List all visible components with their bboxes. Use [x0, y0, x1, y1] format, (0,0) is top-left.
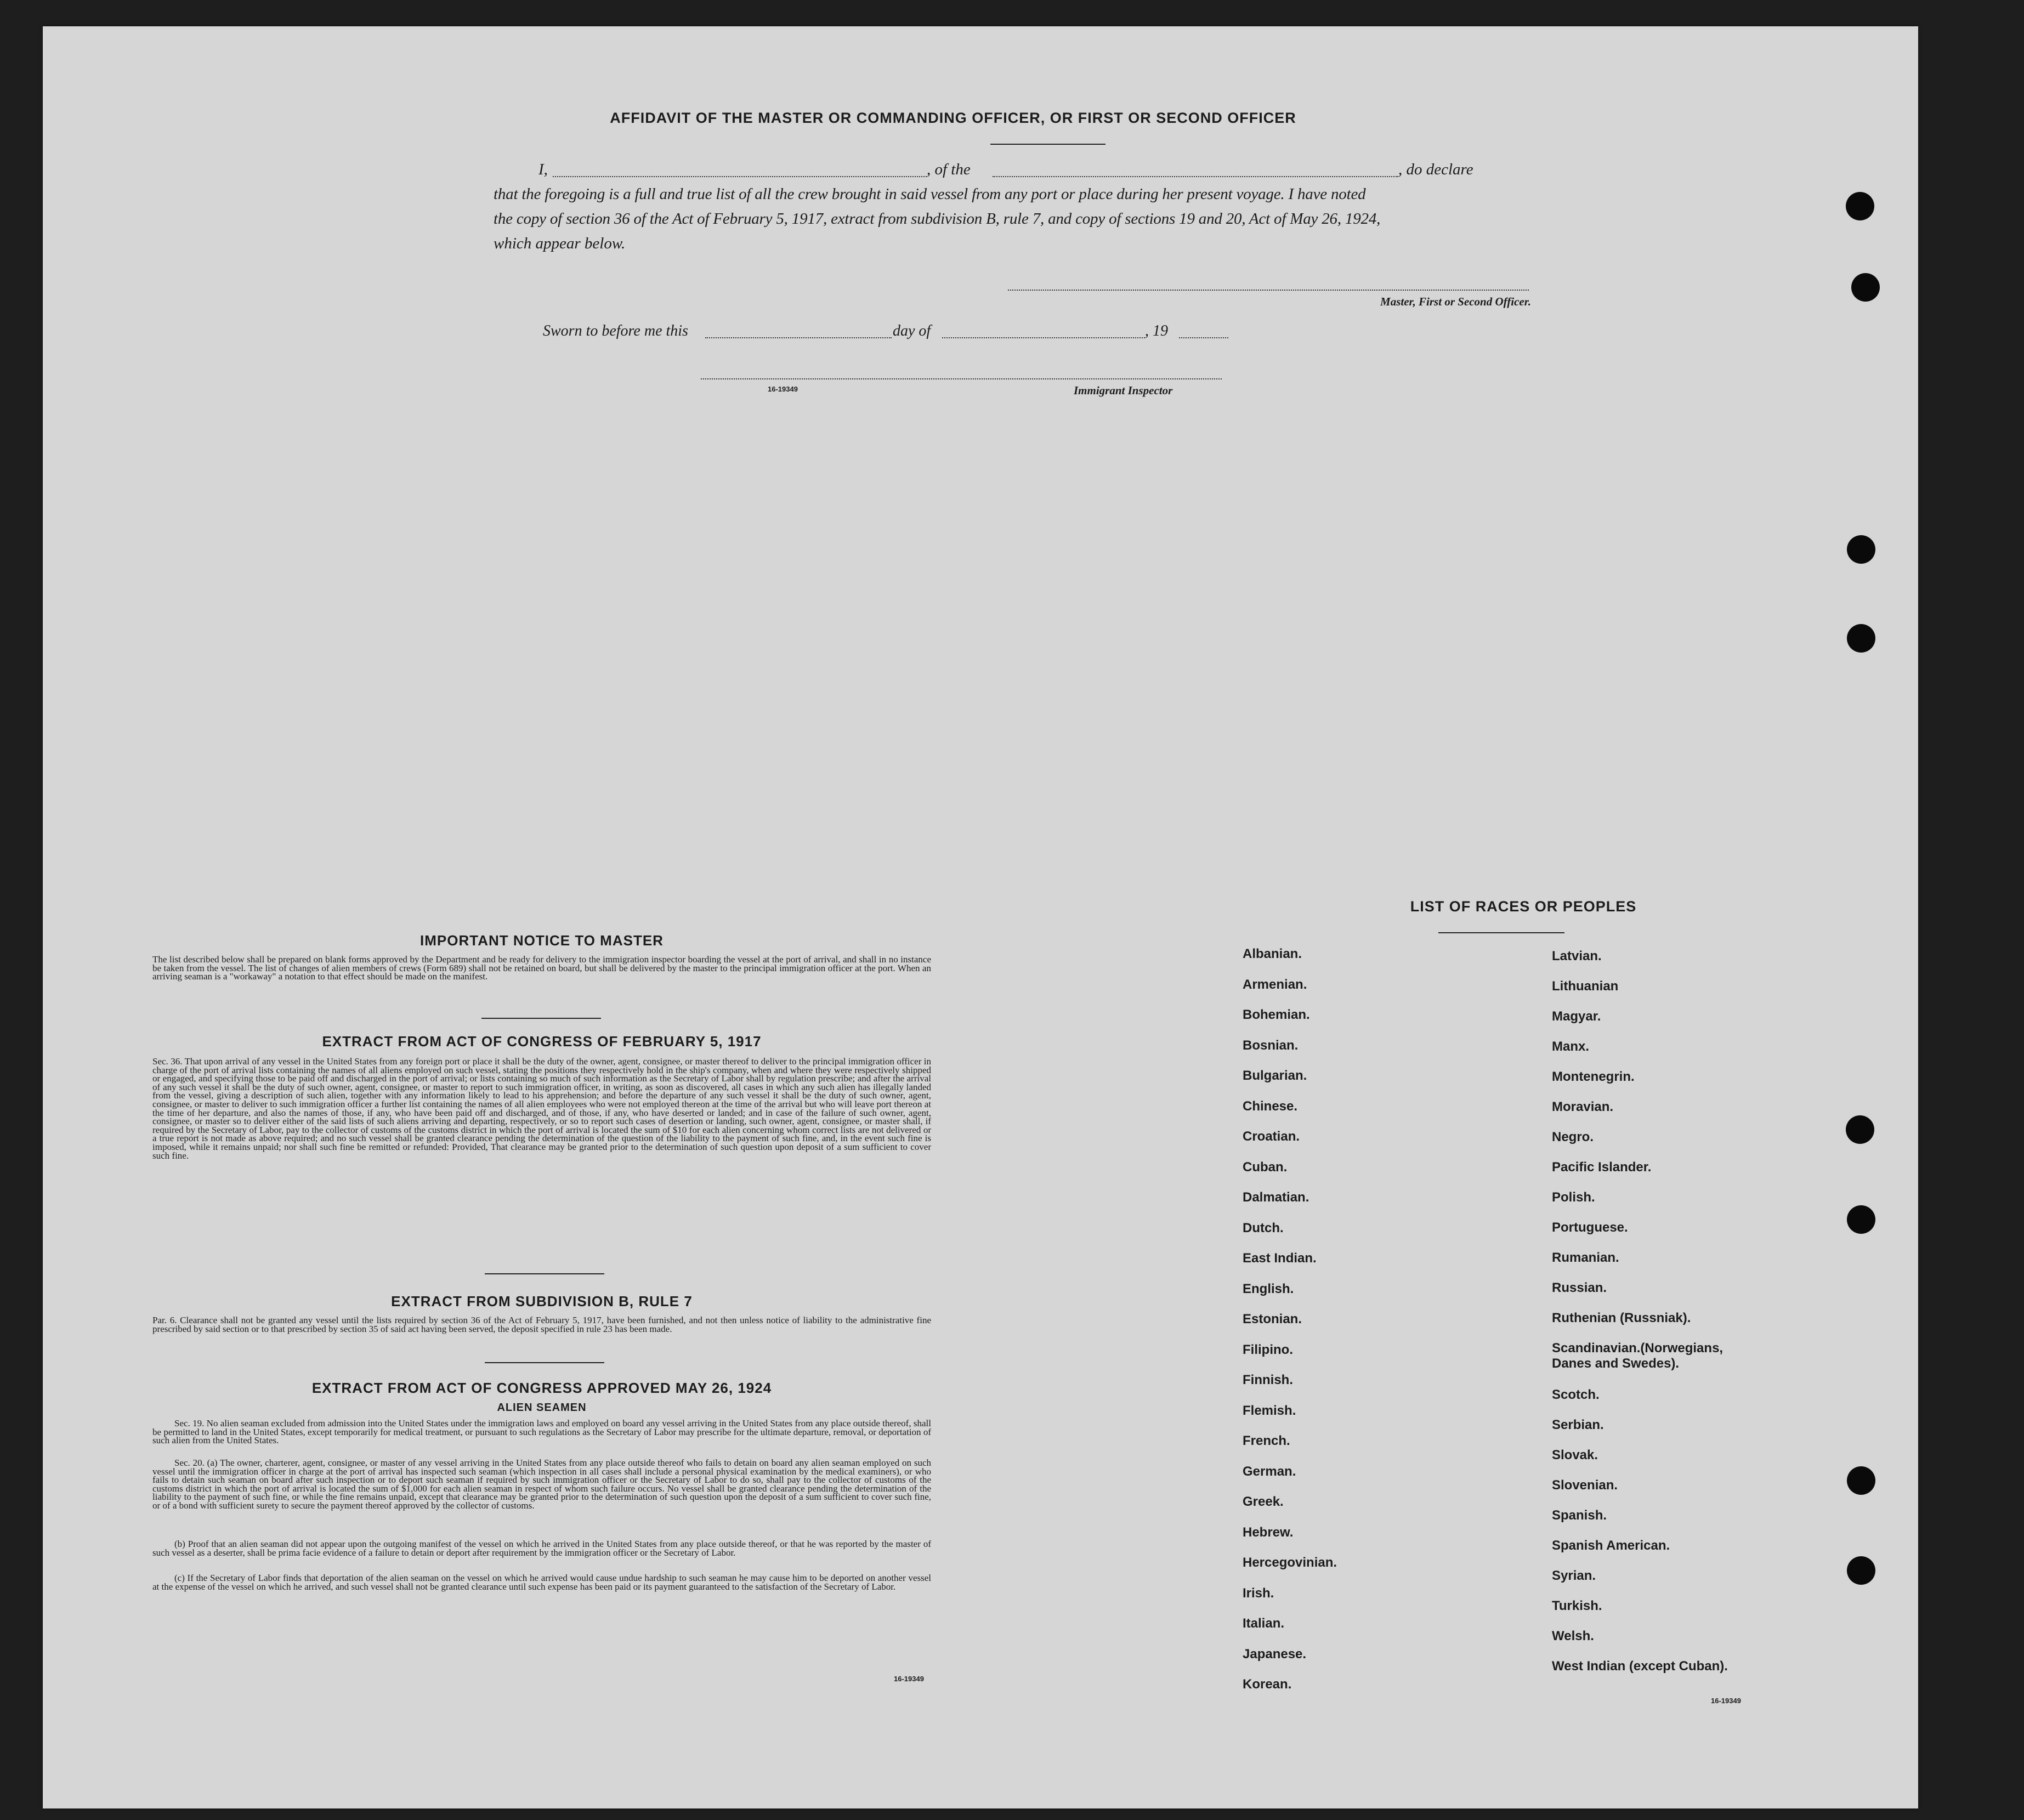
sworn-year-field[interactable] [1179, 337, 1228, 338]
race-item: Cuban. [1243, 1159, 1288, 1175]
extract-form-number: 16-19349 [894, 1675, 924, 1683]
sworn-prefix: Sworn to before me this [543, 322, 688, 339]
sworn-year-label: , 19 [1145, 322, 1168, 339]
rule7-title: EXTRACT FROM SUBDIVISION B, RULE 7 [391, 1293, 693, 1309]
race-item: Serbian. [1552, 1418, 1604, 1432]
race-item: Slovak. [1552, 1448, 1598, 1462]
affidavit-form-number: 16-19349 [768, 385, 798, 393]
race-item: Montenegrin. [1552, 1069, 1635, 1084]
affidavit-declare-label: , do declare [1398, 161, 1473, 178]
section-divider [485, 1362, 604, 1363]
notice-body: The list described below shall be prepared on blank forms approved by the Department and be ready for delivery to the immigration inspector boarding the vessel at the port of arrival, and shall in no instance be taken from the vessel. The list of changes of alien members of crews (Form 689) shall not be retained on board, but shall be delivered by the master to the principal immigration officer at the port. When an arriving seaman is a "workaway" a notation to that effect should be made on the manifest. [152, 954, 931, 982]
race-item: English. [1243, 1281, 1294, 1296]
race-item: Greek. [1243, 1494, 1284, 1509]
race-item: Chinese. [1243, 1098, 1298, 1114]
race-item: Korean. [1243, 1677, 1292, 1692]
punch-hole [1847, 1205, 1875, 1234]
vessel-field[interactable] [993, 176, 1398, 177]
race-item: Spanish. [1552, 1508, 1607, 1523]
race-item: Welsh. [1552, 1629, 1594, 1643]
race-item: Negro. [1552, 1130, 1594, 1144]
race-item: Dalmatian. [1243, 1190, 1309, 1205]
races-title: LIST OF RACES OR PEOPLES [1410, 898, 1637, 915]
extract-1924-subtitle: ALIEN SEAMEN [497, 1402, 587, 1414]
title-underline [990, 144, 1105, 145]
race-item: Scandinavian.(Norwegians, Danes and Swedes). [1552, 1341, 1723, 1371]
race-item: Spanish American. [1552, 1538, 1670, 1553]
race-item: Armenian. [1243, 977, 1307, 992]
races-title-underline [1438, 932, 1564, 933]
race-item: Estonian. [1243, 1312, 1302, 1326]
inspector-label: Immigrant Inspector [1074, 384, 1173, 397]
race-item: Bosnian. [1243, 1037, 1299, 1053]
sec20a-body: Sec. 20. (a) The owner, charterer, agent, consignee, or master of any vessel arriving in the United States from any place outside thereof who fails to detain on board any alien seaman employed on such vessel until the immigration officer in charge at the port of arrival has inspected such seaman (which inspection in all cases shall include a personal physical examination by the medical examiners), or who fails to detain such seaman on board after such inspection or to deport such seaman if required by such immigration officer or the Secretary of Labor to do so, shall pay to the collector of customs of the customs district in which the port of arrival is located the sum of $1,000 for each alien seaman in respect of whom such failure occurs. No vessel shall be granted clearance pending the determination of the liability to the payment of such fine, or while the fine remains unpaid, except that clearance may be granted prior to the determination of such question upon the deposit of a sum sufficient to cover such fine, or of a bond with sufficient surety to secure the payment thereof approved by the collector of customs. [152, 1458, 931, 1511]
punch-hole [1847, 624, 1875, 653]
affidavit-of-the-label: , of the [927, 161, 971, 178]
sworn-day-field[interactable] [705, 337, 892, 338]
race-item: Dutch. [1243, 1220, 1284, 1235]
affidavit-body-line-3: the copy of section 36 of the Act of February 5, 1917, extract from subdivision B, rule 7, and copy of sections 19 and 20, Act of May 26, 1924, [494, 210, 1381, 228]
race-item: Magyar. [1552, 1009, 1601, 1024]
race-item: Latvian. [1552, 949, 1602, 963]
document-page [43, 26, 1918, 1808]
race-item: German. [1243, 1464, 1296, 1479]
extract-1924-title: EXTRACT FROM ACT OF CONGRESS APPROVED MAY 26, 1924 [311, 1380, 772, 1396]
punch-hole [1847, 1556, 1875, 1585]
punch-hole [1847, 535, 1875, 564]
extract-1917-title: EXTRACT FROM ACT OF CONGRESS OF FEBRUARY 5, 1917 [322, 1033, 762, 1050]
race-item: Italian. [1243, 1616, 1285, 1631]
race-item: Lithuanian [1552, 979, 1619, 994]
race-item: Flemish. [1243, 1403, 1296, 1418]
punch-hole [1846, 192, 1874, 220]
sworn-month-field[interactable] [942, 337, 1145, 338]
race-item: Ruthenian (Russniak). [1552, 1311, 1691, 1325]
name-field[interactable] [553, 176, 927, 177]
race-item: East Indian. [1243, 1251, 1317, 1266]
race-item: Croatian. [1243, 1129, 1300, 1144]
race-item: Bulgarian. [1243, 1068, 1307, 1083]
race-item: Turkish. [1552, 1598, 1602, 1613]
inspector-signature-line[interactable] [701, 378, 1222, 379]
race-item: Portuguese. [1552, 1220, 1628, 1235]
affidavit-title: AFFIDAVIT OF THE MASTER OR COMMANDING OFFICER, OR FIRST OR SECOND OFFICER [610, 110, 1296, 126]
race-item: Bohemian. [1243, 1007, 1310, 1022]
sec20b-body: (b) Proof that an alien seaman did not appear upon the outgoing manifest of the vessel on which he arrived in the United States from any place outside thereof, or that he was reported by the master of such vessel as a deserter, shall be prima facie evidence of a failure to detain or deport after requirement by the immigration officer or the Secretary of Labor. [152, 1539, 931, 1558]
race-item: Pacific Islander. [1552, 1160, 1652, 1175]
race-item: Slovenian. [1552, 1478, 1618, 1493]
race-item: Scotch. [1552, 1387, 1600, 1402]
section-divider [481, 1018, 601, 1019]
race-item: Irish. [1243, 1585, 1274, 1601]
punch-hole [1847, 1466, 1875, 1495]
sec19-body: Sec. 19. No alien seaman excluded from admission into the United States under the immigration laws and employed on board any vessel arriving in the United States from any place outside thereof, shall be permitted to land in the United States, except temporarily for medical treatment, or pursuant to such regulations as the Secretary of Labor may prescribe for the ultimate departure, removal, or deportation of such alien from the United States. [152, 1418, 931, 1446]
race-item: Finnish. [1243, 1373, 1293, 1387]
race-item: Russian. [1552, 1280, 1607, 1295]
race-item: Hercegovinian. [1243, 1555, 1337, 1570]
race-item: French. [1243, 1433, 1290, 1448]
sec20c-body: (c) If the Secretary of Labor finds that deportation of the alien seaman on the vessel on which he arrived would cause undue hardship to such seaman he may cause him to be deported on another vessel at the expense of the vessel on which he arrived, and such vessel shall not be granted clearance until such expense has been paid or its payment guaranteed to the satisfaction of the Secretary of Labor. [152, 1573, 931, 1592]
race-item: Moravian. [1552, 1099, 1614, 1114]
race-item: Albanian. [1243, 946, 1302, 961]
races-form-number: 16-19349 [1711, 1697, 1741, 1705]
sworn-day-of-label: day of [893, 322, 931, 339]
affidavit-body-line-2: that the foregoing is a full and true list of all the crew brought in said vessel from any port or place during her present voyage. I have noted [494, 185, 1366, 203]
race-item: Syrian. [1552, 1568, 1596, 1583]
section-divider [485, 1273, 604, 1274]
punch-hole [1851, 273, 1880, 302]
rule7-body: Par. 6. Clearance shall not be granted any vessel until the lists required by section 36 of the Act of February 5, 1917, have been furnished, and not then unless notice of liability to the administrative fine prescribed by said section or to that prescribed by section 35 of said act having been served, the deposit specified in rule 23 has been made. [152, 1315, 931, 1334]
race-item: Hebrew. [1243, 1524, 1294, 1540]
affidavit-line-1 [494, 161, 1590, 183]
punch-hole [1846, 1115, 1874, 1144]
race-item: Manx. [1552, 1039, 1590, 1054]
race-item: West Indian (except Cuban). [1552, 1659, 1728, 1674]
affidavit-body-line-4: which appear below. [494, 235, 626, 252]
sworn-line [543, 322, 1256, 344]
extract-1917-body: Sec. 36. That upon arrival of any vessel in the United States from any foreign port or place it shall be the duty of the owner, agent, consignee, or master thereof to deliver to the principal immigration officer in charge of the port of arrival lists containing the names of all aliens employed on such vessel, stating the positions they respectively hold in the ship's company, when and where they were respectively shipped or engaged, and specifying those to be paid off and discharged in the port of arrival; or lists containing so much of such information as the Secretary of Labor shall by regulation prescribe; and after the arrival of any such vessel it shall be the duty of such owner, agent, consignee, or master to report to such immigration officer, in writing, as soon as discovered, all cases in which any such alien has illegally landed from the vessel, giving a description of such alien, together with any information likely to lead to his apprehension; and before the departure of any such vessel it shall be the duty of such owner, agent, consignee, or master to deliver to such immigration officer a further list containing the names of all alien employees who were not employed thereon at the time of the arrival but who will leave port thereon at the time of her departure, and also the names of those, if any, who have been paid off and discharged, and of those, if any, who have deserted or landed; and in case of the failure of such owner, agent, consignee, or master so to deliver either of the said lists of such aliens arriving and departing, respectively, or so to report such cases of desertion or landing, such owner, agent, consignee, or master shall, if required by the Secretary of Labor, pay to the collector of customs of the customs district in which the port of arrival is located the sum of $10 for each alien concerning whom correct lists are not delivered or a true report is not made as above required; and no such vessel shall be granted clearance pending the determination of the question of the liability to the payment of such fine, and, in the event such fine is imposed, while it remains unpaid; nor shall such fine be remitted or refunded: Provided, That clearance may be granted prior to the determination of such question upon deposit of a sum sufficient to cover such fine. [152, 1056, 931, 1161]
race-item: Polish. [1552, 1190, 1595, 1205]
affidavit-i-label: I, [538, 161, 548, 178]
notice-title: IMPORTANT NOTICE TO MASTER [420, 932, 664, 949]
race-item: Japanese. [1243, 1646, 1307, 1662]
signature-label: Master, First or Second Officer. [1380, 295, 1531, 308]
signature-line[interactable] [1008, 290, 1529, 291]
race-item: Filipino. [1243, 1342, 1293, 1357]
race-item: Rumanian. [1552, 1250, 1619, 1265]
